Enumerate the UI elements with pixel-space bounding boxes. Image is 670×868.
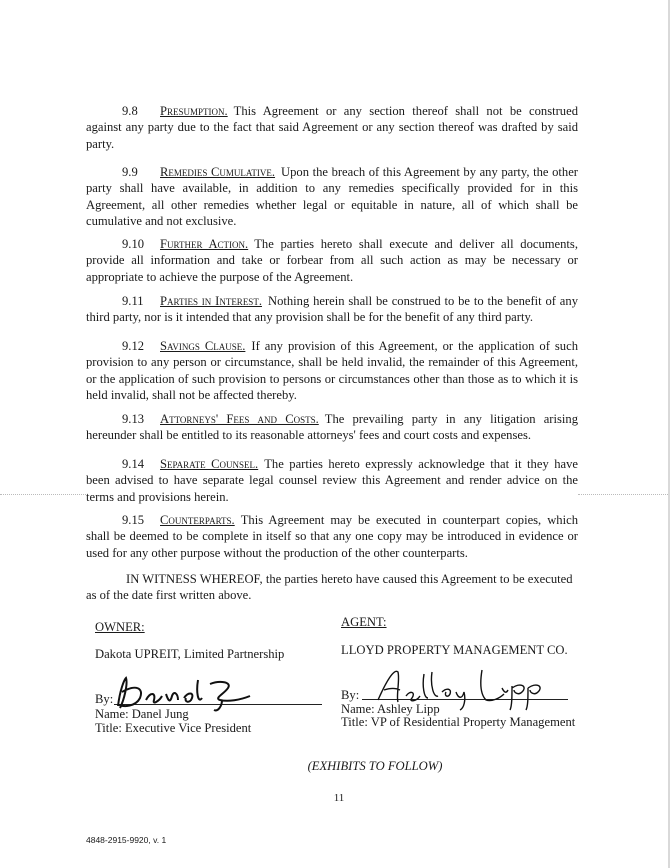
section-9-9 — [86, 164, 578, 230]
section-heading: Separate Counsel. — [160, 457, 259, 471]
section-number: 9.8 — [122, 104, 138, 118]
section-body: This Agreement may be executed in counterpart copies, which shall be deemed to be complete in itself so that any one copy may be introduced in evidence or used for any other purpose without the production of the other counterparts. — [86, 513, 578, 560]
section-number: 9.9 — [122, 165, 138, 179]
section-body: The parties hereto expressly acknowledge that it they have been advised to have separate legal counsel review this Agreement and render advice on the terms and provisions herein. — [86, 457, 578, 504]
section-9-14 — [86, 456, 578, 505]
exhibits-note: (EXHIBITS TO FOLLOW) — [307, 759, 443, 773]
section-9-10 — [86, 236, 578, 285]
section-heading: Attorneys' Fees and Costs. — [160, 412, 319, 426]
section-9-12 — [86, 338, 578, 404]
section-body: Nothing herein shall be construed to be to the benefit of any third party, nor is it intended that any provision shall be for the benefit of any third party. — [86, 294, 578, 325]
scan-artifact-left — [0, 494, 86, 495]
agent-title: Title: VP of Residential Property Management — [341, 715, 576, 729]
section-body: The prevailing party in any litigation arising hereunder shall be entitled to its reasonable attorneys' fees and court costs and expenses. — [86, 412, 578, 443]
agent-entity: LLOYD PROPERTY MANAGEMENT CO. — [341, 643, 568, 657]
section-9-13 — [86, 411, 578, 444]
section-9-11 — [86, 293, 578, 326]
owner-label: OWNER: — [95, 620, 145, 634]
section-heading: Counterparts. — [160, 513, 235, 527]
section-9-8 — [86, 103, 578, 152]
section-9-15 — [86, 512, 578, 561]
witness-clause: IN WITNESS WHEREOF, the parties hereto have caused this Agreement to be executed as of the date first written above. — [86, 572, 573, 603]
section-number: 9.14 — [122, 457, 145, 471]
section-body: Upon the breach of this Agreement by any party, the other party shall have available, in addition to any remedies specifically provided for in this Agreement, all other remedies whether legal or equitable in nature, all of which shall be cumulative and not exclusive. — [86, 165, 578, 229]
section-heading: Remedies Cumulative. — [160, 165, 276, 179]
section-number: 9.15 — [122, 513, 145, 527]
section-number: 9.12 — [122, 339, 145, 353]
section-body: This Agreement or any section thereof shall not be construed against any party due to the fact that said Agreement or any section thereof was drafted by said party. — [86, 104, 578, 151]
section-heading: Further Action. — [160, 237, 249, 251]
section-heading: Parties in Interest. — [160, 294, 262, 308]
section-number: 9.13 — [122, 412, 145, 426]
section-body: The parties hereto shall execute and deliver all documents, provide all information and take or forbear from all such action as may be necessary or appropriate to achieve the purpose of the Agreement. — [86, 237, 578, 284]
section-heading: Savings Clause. — [160, 339, 246, 353]
agent-by-label: By: — [341, 688, 360, 702]
owner-by-label: By: — [95, 692, 114, 706]
agent-label: AGENT: — [341, 615, 387, 629]
section-heading: Presumption. — [160, 104, 228, 118]
agent-name: Name: Ashley Lipp — [341, 702, 440, 716]
document-id: 4848-2915-9920, v. 1 — [86, 835, 167, 845]
owner-title: Title: Executive Vice President — [95, 721, 252, 735]
owner-entity: Dakota UPREIT, Limited Partnership — [95, 647, 285, 661]
page-number: 11 — [333, 792, 345, 804]
scan-artifact-right — [578, 494, 668, 495]
section-number: 9.11 — [122, 294, 144, 308]
section-number: 9.10 — [122, 237, 145, 251]
owner-name: Name: Danel Jung — [95, 707, 189, 721]
section-body: If any provision of this Agreement, or the application of such provision to any person or circumstance, shall be held invalid, the remainder of this Agreement, or the application of such provision to persons or circumstances other than those as to which it is held invalid, shall not be affected thereby. — [86, 339, 578, 403]
